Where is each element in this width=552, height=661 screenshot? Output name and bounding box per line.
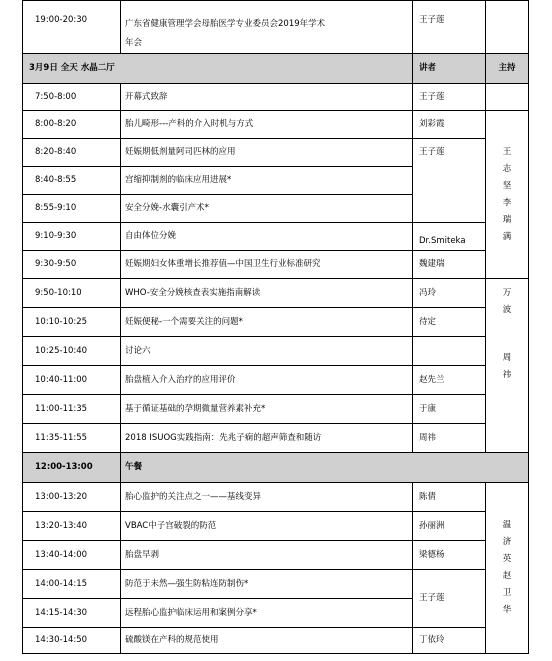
topic-cell: 安全分娩-水囊引产术* <box>121 195 413 223</box>
host-char: 华 <box>502 605 512 615</box>
speaker-cell: 于康 <box>413 395 486 424</box>
speaker-cell: 赵先兰 <box>413 366 486 395</box>
time-cell: 14:30-14:50 <box>23 628 121 654</box>
topic-cell: 胎盘早剥 <box>121 541 413 570</box>
speaker-cell: 王子莲 <box>413 84 486 111</box>
time-cell: 14:15-14:30 <box>23 599 121 628</box>
host-char: 温 <box>502 520 512 530</box>
host-char: 卫 <box>502 588 512 598</box>
speaker-cell: 王子莲 <box>413 139 486 223</box>
time-cell: 9:50-10:10 <box>23 279 121 308</box>
speaker-cell: 王子莲 <box>413 1 486 54</box>
topic-cell: 硫酸镁在产科的规范使用 <box>121 628 413 654</box>
time-cell: 13:00-13:20 <box>23 483 121 512</box>
table-row <box>23 308 529 337</box>
table-row <box>23 395 529 424</box>
topic-text-line2: 年会 <box>125 38 143 48</box>
topic-cell: 妊娠期妇女体重增长推荐值—中国卫生行业标准研究 <box>121 251 413 279</box>
speaker-cell: 魏建瑞 <box>413 251 486 279</box>
speaker-cell: 刘彩霞 <box>413 111 486 139</box>
topic-cell <box>121 1 413 54</box>
speaker-cell <box>413 337 486 366</box>
topic-cell: 妊娠便秘-一个需要关注的问题* <box>121 308 413 337</box>
host-cell-afternoon <box>486 483 529 654</box>
table-row <box>23 628 529 654</box>
host-char: 坚 <box>502 180 512 191</box>
host-header: 主持 <box>486 54 529 84</box>
host-cell-morning-b <box>486 279 529 453</box>
table-row <box>23 366 529 395</box>
table-row <box>23 223 529 251</box>
speaker-header: 讲者 <box>413 54 486 84</box>
host-cell <box>486 84 529 111</box>
host-char: 英 <box>502 554 512 564</box>
time-cell: 11:35-11:55 <box>23 424 121 453</box>
topic-text-line1: 广东省健康管理学会母胎医学专业委员会2019年学术 <box>125 19 326 29</box>
host-char: 王 <box>502 146 512 157</box>
topic-cell: 妊娠期低剂量阿司匹林的应用 <box>121 139 413 167</box>
speaker-cell: 丁依玲 <box>413 628 486 654</box>
host-char: 济 <box>502 537 512 547</box>
host-char: 祎 <box>502 370 512 380</box>
topic-cell: 胎盘植入介入治疗的应用评价 <box>121 366 413 395</box>
host-char: 志 <box>502 163 512 174</box>
topic-cell: 开幕式致辞 <box>121 84 413 111</box>
topic-cell: 胎儿畸形---产科的介入时机与方式 <box>121 111 413 139</box>
time-cell: 19:00-20:30 <box>23 1 121 54</box>
topic-cell: 远程胎心监护临床运用和案例分享* <box>121 599 413 628</box>
host-cell-morning-a <box>486 111 529 279</box>
host-cell <box>486 1 529 54</box>
topic-cell: 自由体位分娩 <box>121 223 413 251</box>
speaker-cell: 冯玲 <box>413 279 486 308</box>
table-row <box>23 570 529 599</box>
time-cell: 10:25-10:40 <box>23 337 121 366</box>
speaker-cell: Dr.Smiteka <box>413 223 486 251</box>
host-char: 万 <box>502 288 512 298</box>
session-title: 3月9日 全天 水晶二厅 <box>23 54 413 84</box>
time-cell: 10:40-11:00 <box>23 366 121 395</box>
time-cell: 9:30-9:50 <box>23 251 121 279</box>
session-header-row <box>23 54 529 84</box>
lunch-row <box>23 453 529 483</box>
time-cell: 13:20-13:40 <box>23 512 121 541</box>
topic-cell: VBAC中子宫破裂的防范 <box>121 512 413 541</box>
table-row <box>23 279 529 308</box>
table-row <box>23 541 529 570</box>
speaker-cell: 孙丽洲 <box>413 512 486 541</box>
table-row <box>23 139 529 167</box>
speaker-cell: 王子莲 <box>413 570 486 628</box>
topic-cell: 讨论六 <box>121 337 413 366</box>
host-char: 李 <box>502 197 512 208</box>
host-char: 波 <box>502 305 512 315</box>
lunch-time: 12:00-13:00 <box>23 453 121 483</box>
table-row <box>23 337 529 366</box>
schedule-table <box>22 0 529 654</box>
table-row <box>23 111 529 139</box>
time-cell: 8:55-9:10 <box>23 195 121 223</box>
topic-cell: 宫缩抑制剂的临床应用进展* <box>121 167 413 195</box>
table-row <box>23 251 529 279</box>
speaker-cell: 梁德杨 <box>413 541 486 570</box>
table-row <box>23 84 529 111</box>
time-cell: 8:00-8:20 <box>23 111 121 139</box>
topic-cell: WHO-安全分娩核查表实施指南解读 <box>121 279 413 308</box>
time-cell: 8:20-8:40 <box>23 139 121 167</box>
time-cell: 9:10-9:30 <box>23 223 121 251</box>
lunch-label: 午餐 <box>121 453 529 483</box>
time-cell: 11:00-11:35 <box>23 395 121 424</box>
table-row <box>23 483 529 512</box>
time-cell: 14:00-14:15 <box>23 570 121 599</box>
host-char: 周 <box>502 353 512 363</box>
topic-cell: 防范于未然—强生防粘连防制伤* <box>121 570 413 599</box>
topic-cell: 2018 ISUOG实践指南：先兆子痫的超声筛查和随访 <box>121 424 413 453</box>
topic-cell: 胎心监护的关注点之一——基线变异 <box>121 483 413 512</box>
speaker-cell: 周祎 <box>413 424 486 453</box>
speaker-cell: 陈倩 <box>413 483 486 512</box>
time-cell: 7:50-8:00 <box>23 84 121 111</box>
table-row <box>23 424 529 453</box>
host-char: 瑞 <box>502 214 512 225</box>
table-row <box>23 512 529 541</box>
host-char: 赵 <box>502 571 512 581</box>
time-cell: 10:10-10:25 <box>23 308 121 337</box>
table-row <box>23 1 529 54</box>
time-cell: 13:40-14:00 <box>23 541 121 570</box>
topic-cell: 基于循证基础的孕期微量营养素补充* <box>121 395 413 424</box>
time-cell: 8:40-8:55 <box>23 167 121 195</box>
host-char: 满 <box>502 231 512 242</box>
speaker-cell: 待定 <box>413 308 486 337</box>
